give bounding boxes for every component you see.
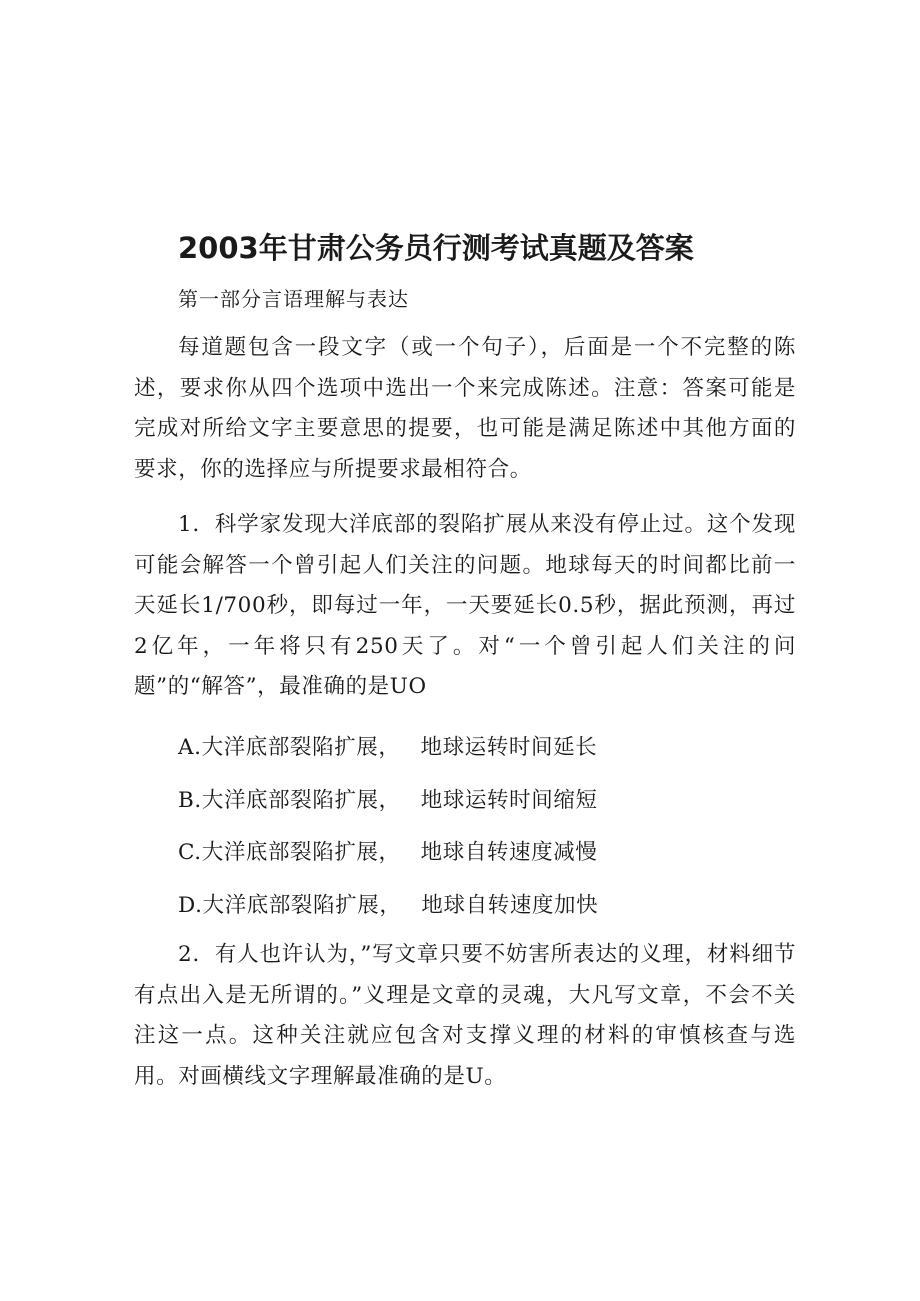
- question-1-option-a: [178, 730, 597, 761]
- section-heading: 第一部分言语理解与表达: [178, 287, 409, 311]
- option-text-part1: 大洋底部裂陷扩展，: [201, 840, 401, 865]
- question-2-stem: 2．有人也许认为，”写文章只要不妨害所表达的义理，材料细节有点出入是无所谓的。”义理是文章的灵魂，大凡写文章，不会不关注这一点。这种关注就应包含对支撑义理的材料的审慎核查与选用。对画横线文字理解最准确的是U。: [134, 942, 796, 1089]
- option-text-part1: 大洋底部裂陷扩展，: [201, 788, 401, 813]
- question-1-option-b: [178, 783, 598, 814]
- option-label: A.: [178, 735, 202, 760]
- option-label: C.: [178, 840, 202, 865]
- option-label: D.: [178, 893, 203, 918]
- option-text-part2: 地球自转速度加快: [421, 893, 599, 918]
- instructions-paragraph: 每道题包含一段文字（或一个句子），后面是一个不完整的陈述，要求你从四个选项中选出一个来完成陈述。注意：答案可能是完成对所给文字主要意思的提要，也可能是满足陈述中其他方面的要求，你的选择应与所提要求最相符合。: [134, 335, 796, 482]
- option-label: B.: [178, 788, 202, 813]
- document-title: 2003年甘肃公务员行测考试真题及答案: [178, 231, 694, 265]
- option-text-part2: 地球自转速度减慢: [420, 840, 598, 865]
- option-text-part1: 大洋底部裂陷扩展，: [201, 735, 401, 760]
- option-text-part2: 地球运转时间延长: [420, 735, 598, 760]
- question-1-option-c: [178, 835, 597, 866]
- question-1-option-d: [178, 888, 598, 919]
- option-text-part2: 地球运转时间缩短: [420, 788, 598, 813]
- question-1-stem: 1．科学家发现大洋底部的裂陷扩展从来没有停止过。这个发现可能会解答一个曾引起人们关注的问题。地球每天的时间都比前一天延长1/700秒，即每过一年，一天要延长0.5秒，据此预测，再过2亿年，一年将只有250天了。对“一个曾引起人们关注的问题”的“解答”，最准确的是UO: [134, 512, 796, 699]
- option-text-part1: 大洋底部裂陷扩展，: [202, 893, 402, 918]
